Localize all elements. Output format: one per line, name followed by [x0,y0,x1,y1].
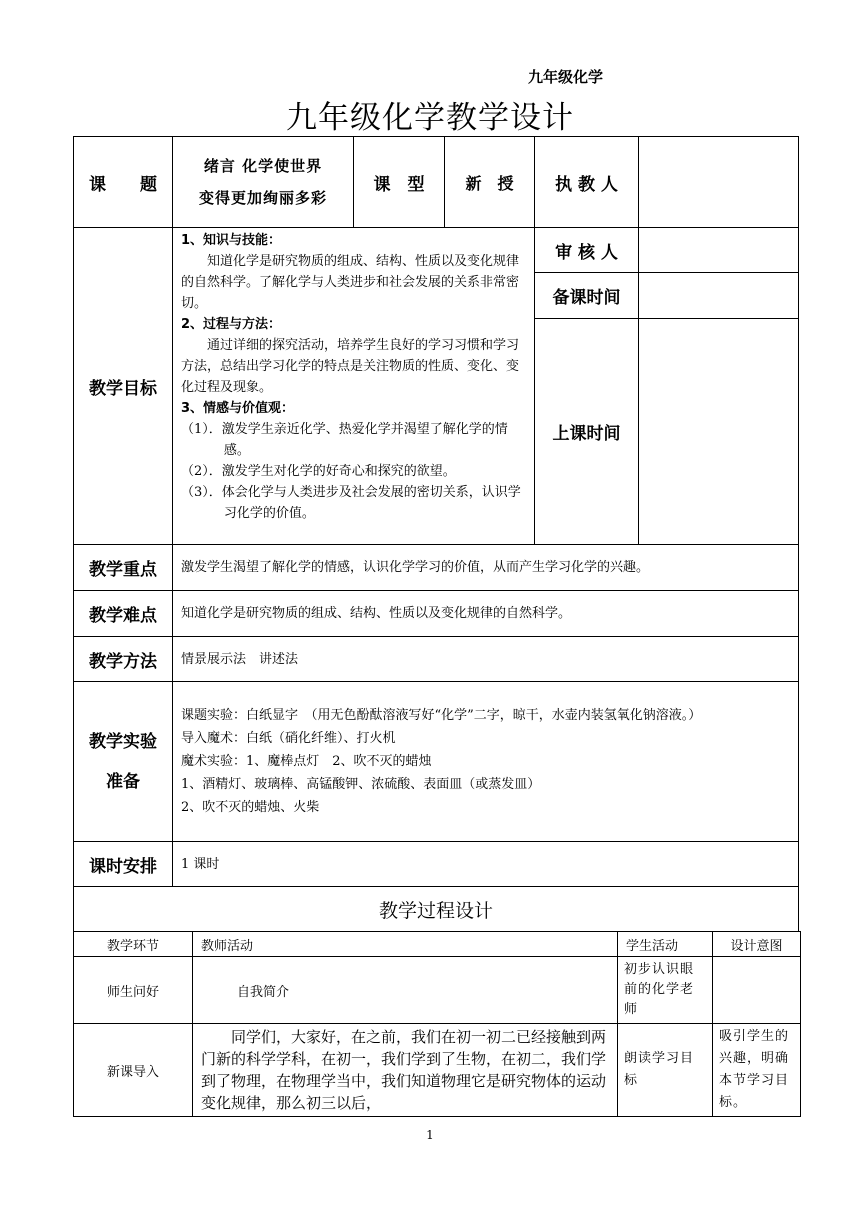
experiment-text: 课题实验：白纸显字 （用无色酚酞溶液写好“化学”二字，晾干，水壶内装氢氧化钠溶液。） 导入魔术：白纸（硝化纤维）、打火机 魔术实验：1、魔棒点灯 2、吹不灭的蜡烛 1、酒精灯、玻璃棒、高锰酸钾、浓硫酸、表面皿（或蒸发皿） 2、吹不灭的蜡烛、火柴 [173,682,799,842]
reviewer-value[interactable] [639,228,799,273]
teacher-value[interactable] [639,137,799,228]
key-point-text: 激发学生渴望了解化学的情感，认识化学学习的价值，从而产生学习化学的兴趣。 [173,545,799,591]
header-tag: 九年级化学 [528,68,604,86]
class-time-label: 上课时间 [535,319,639,545]
intent-cell: 吸引学生的兴趣，明确本节学习目标。 [713,1024,801,1117]
experiment-label: 教学实验 准备 [74,682,173,842]
stage-cell: 师生问好 [74,957,193,1024]
objectives-content: 1、知识与技能： 知道化学是研究物质的组成、结构、性质以及变化规律的自然科学。了解化学与人类进步和社会发展的关系非常密切。 2、过程与方法： 通过详细的探究活动，培养学生良好的学习习惯和学习方法，总结出学习化学的特点是关注物质的性质、变化、变化过程及现象。 3、情感与价值观： （1）．激发学生亲近化学、热爱化学并渴望了解化学的情感。 （2）．激发学生对化学的好奇心和探究的欲望。 （3）．体会化学与人类进步及社会发展的密切关系，认识学习化学的价值。 [173,228,535,545]
type-label: 课 型 [354,137,445,228]
lesson-info-table [73,136,799,932]
process-title: 教学过程设计 [74,887,799,932]
method-label: 教学方法 [74,637,173,682]
topic-value: 绪言 化学使世界 变得更加绚丽多彩 [173,137,354,228]
prep-time-label: 备课时间 [535,273,639,319]
difficulty-text: 知道化学是研究物质的组成、结构、性质以及变化规律的自然科学。 [173,591,799,637]
schedule-label: 课时安排 [74,842,173,887]
schedule-text: 1 课时 [173,842,799,887]
method-text: 情景展示法 讲述法 [173,637,799,682]
prep-time-value[interactable] [639,273,799,319]
table-row [74,957,801,1024]
header-student: 学生活动 [618,932,713,957]
header-teacher: 教师活动 [193,932,618,957]
intent-cell [713,957,801,1024]
process-table [73,931,801,1117]
page-number: 1 [426,1128,434,1142]
teacher-label: 执 教 人 [535,137,639,228]
topic-label: 课 题 [74,137,173,228]
difficulty-label: 教学难点 [74,591,173,637]
student-cell: 朗读学习目标 [618,1024,713,1117]
key-point-label: 教学重点 [74,545,173,591]
student-cell: 初步认识眼前的化学老师 [618,957,713,1024]
teacher-cell: 同学们，大家好，在之前，我们在初一初二已经接触到两门新的科学学科，在初一，我们学到了生物，在初二，我们学到了物理，在物理学当中，我们知道物理它是研究物体的运动变化规律，那么初三以后， [193,1024,618,1117]
header-intent: 设计意图 [713,932,801,957]
page-title: 九年级化学教学设计 [286,100,574,136]
teacher-cell: 自我简介 [193,957,618,1024]
type-value: 新 授 [445,137,535,228]
objectives-label: 教学目标 [74,228,173,545]
reviewer-label: 审 核 人 [535,228,639,273]
header-stage: 教学环节 [74,932,193,957]
class-time-value[interactable] [639,319,799,545]
table-row [74,1024,801,1117]
stage-cell: 新课导入 [74,1024,193,1117]
